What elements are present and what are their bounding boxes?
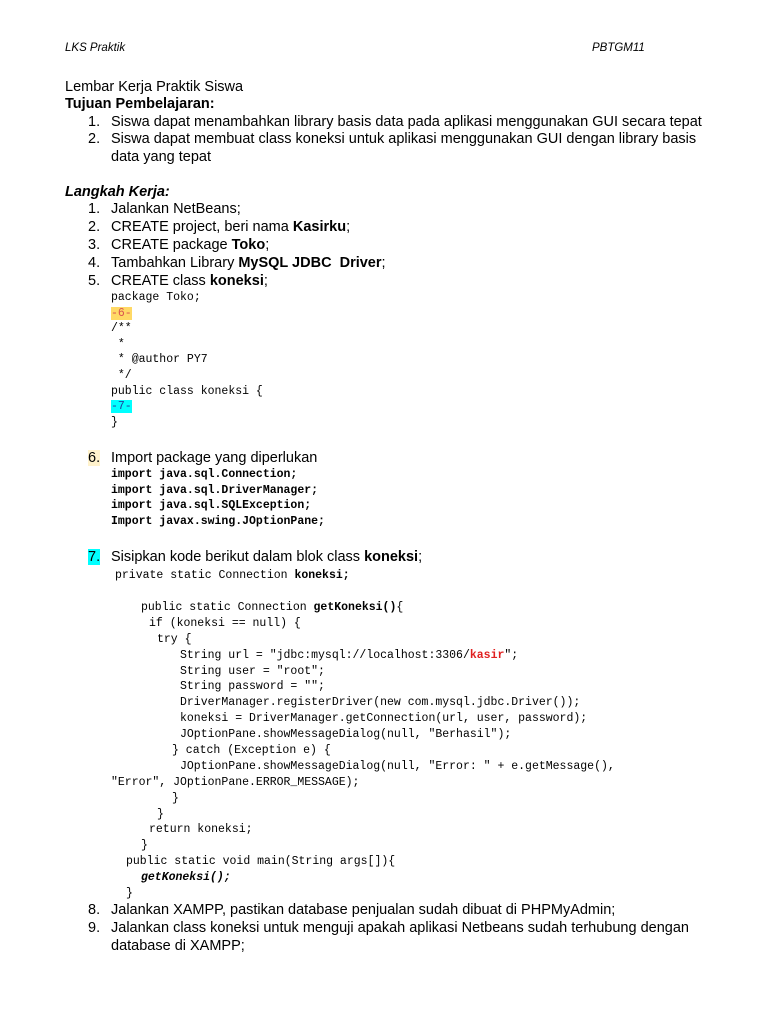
code-line: getKoneksi();	[141, 871, 231, 884]
code-line: try {	[157, 633, 192, 646]
step-4: Tambahkan Library MySQL JDBC Driver;	[111, 255, 386, 271]
step-2: CREATE project, beri nama Kasirku;	[111, 219, 351, 235]
tujuan-item-2: Siswa dapat membuat class koneksi untuk aplikasi menggunakan GUI dengan library basis	[111, 131, 697, 147]
code-line: JOptionPane.showMessageDialog(null, "Berhasil");	[180, 728, 512, 741]
header-left: LKS Praktik	[65, 42, 126, 54]
list-number: 6.	[88, 450, 101, 466]
tujuan-item-2-cont: data yang tepat	[111, 149, 211, 165]
code-line: } catch (Exception e) {	[172, 744, 331, 757]
code-line: if (koneksi == null) {	[149, 617, 301, 630]
step-6: Import package yang diperlukan	[111, 450, 318, 466]
langkah-heading: Langkah Kerja:	[65, 184, 170, 200]
list-number: 8.	[88, 902, 101, 918]
code-line: }	[172, 792, 179, 805]
list-number: 5.	[88, 273, 101, 289]
code-block-class: package Toko; -6- /** * * @author PY7 */ public class koneksi { -7- }	[111, 291, 263, 429]
code-line: private static Connection koneksi;	[115, 569, 350, 582]
code-line: String password = "";	[180, 680, 325, 693]
step-5: CREATE class koneksi;	[111, 273, 268, 289]
code-line: }	[157, 808, 164, 821]
list-number: 2.	[88, 131, 101, 147]
list-number: 7.	[88, 549, 101, 565]
step-8: Jalankan XAMPP, pastikan database penjualan sudah dibuat di PHPMyAdmin;	[111, 902, 616, 918]
list-number: 1.	[88, 201, 101, 217]
code-line: }	[141, 839, 148, 852]
code-line: String url = "jdbc:mysql://localhost:3306/kasir";	[180, 649, 519, 662]
step-1: Jalankan NetBeans;	[111, 201, 241, 217]
code-line: JOptionPane.showMessageDialog(null, "Error: " + e.getMessage(),	[180, 760, 615, 773]
page-title: Lembar Kerja Praktik Siswa	[65, 79, 244, 95]
code-line: public static void main(String args[]){	[126, 855, 396, 868]
code-block-imports: import java.sql.Connection; import java.sql.DriverManager; import java.sql.SQLException; Import javax.swing.JOptionPane;	[111, 468, 325, 528]
header-right: PBTGM11	[592, 42, 645, 54]
code-line: String user = "root";	[180, 665, 325, 678]
code-line: public static Connection getKoneksi(){	[141, 601, 404, 614]
step-9: Jalankan class koneksi untuk menguji apakah aplikasi Netbeans sudah terhubung dengan	[111, 920, 689, 936]
list-number: 1.	[88, 114, 101, 130]
step-7: Sisipkan kode berikut dalam blok class koneksi;	[111, 549, 423, 565]
step-3: CREATE package Toko;	[111, 237, 270, 253]
tujuan-heading: Tujuan Pembelajaran:	[65, 96, 215, 112]
code-line: "Error", JOptionPane.ERROR_MESSAGE);	[111, 776, 360, 789]
code-line: koneksi = DriverManager.getConnection(url, user, password);	[180, 712, 588, 725]
list-number: 3.	[88, 237, 101, 253]
code-line: return koneksi;	[149, 823, 253, 836]
list-number: 2.	[88, 219, 101, 235]
list-number: 4.	[88, 255, 101, 271]
code-line: DriverManager.registerDriver(new com.mysql.jdbc.Driver());	[180, 696, 581, 709]
step-9-cont: database di XAMPP;	[111, 938, 245, 954]
list-number: 9.	[88, 920, 101, 936]
code-line: }	[126, 887, 133, 900]
tujuan-item-1: Siswa dapat menambahkan library basis data pada aplikasi menggunakan GUI secara tepat	[111, 114, 702, 130]
